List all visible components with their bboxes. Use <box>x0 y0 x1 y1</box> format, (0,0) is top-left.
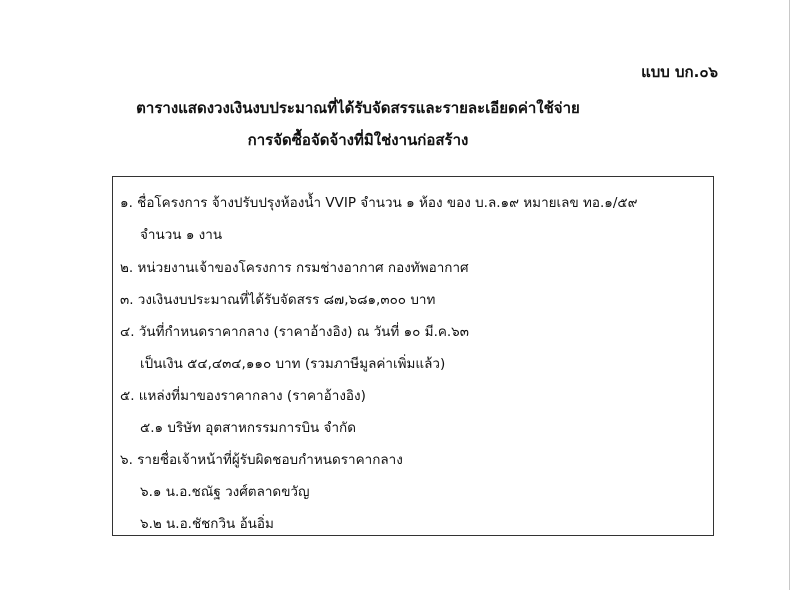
item-agency: ๒. หน่วยงานเจ้าของโครงการ กรมช่างอากาศ กองทัพอากาศ <box>120 260 469 276</box>
document-title: ตารางแสดงวงเงินงบประมาณที่ได้รับจัดสรรและรายละเอียดค่าใช้จ่าย <box>136 99 580 117</box>
item-reference-amount: เป็นเงิน ๕๔,๔๓๔,๑๑๐ บาท (รวมภาษีมูลค่าเพิ่มแล้ว) <box>140 356 446 372</box>
item-reference-date: ๔. วันที่กำหนดราคากลาง (ราคาอ้างอิง) ณ วันที่ ๑๐ มี.ค.๖๓ <box>120 324 469 340</box>
form-code: แบบ บก.๐๖ <box>641 63 718 81</box>
item-budget: ๓. วงเงินงบประมาณที่ได้รับจัดสรร ๘๗,๖๘๑,๓๐๐ บาท <box>120 292 436 308</box>
item-source-heading: ๕. แหล่งที่มาของราคากลาง (ราคาอ้างอิง) <box>120 388 366 404</box>
item-committee-member-2: ๖.๒ น.อ.ชัชกวิน อ้นอิ่ม <box>140 516 274 532</box>
page-edge-divider <box>789 0 790 590</box>
item-project-name-cont: จำนวน ๑ งาน <box>140 227 223 243</box>
item-committee-member-1: ๖.๑ น.อ.ชณัฐ วงศ์ตลาดขวัญ <box>140 484 310 500</box>
item-committee-heading: ๖. รายชื่อเจ้าหน้าที่ผู้รับผิดชอบกำหนดราคากลาง <box>120 452 403 468</box>
item-project-name: ๑. ชื่อโครงการ จ้างปรับปรุงห้องน้ำ VVIP จำนวน ๑ ห้อง ของ บ.ล.๑๙ หมายเลข ทอ.๑/๕๙ <box>120 195 638 211</box>
document-subtitle: การจัดซื้อจัดจ้างที่มิใช่งานก่อสร้าง <box>247 131 469 149</box>
item-source-1: ๕.๑ บริษัท อุตสาหกรรมการบิน จำกัด <box>140 420 356 436</box>
details-box <box>112 176 714 536</box>
